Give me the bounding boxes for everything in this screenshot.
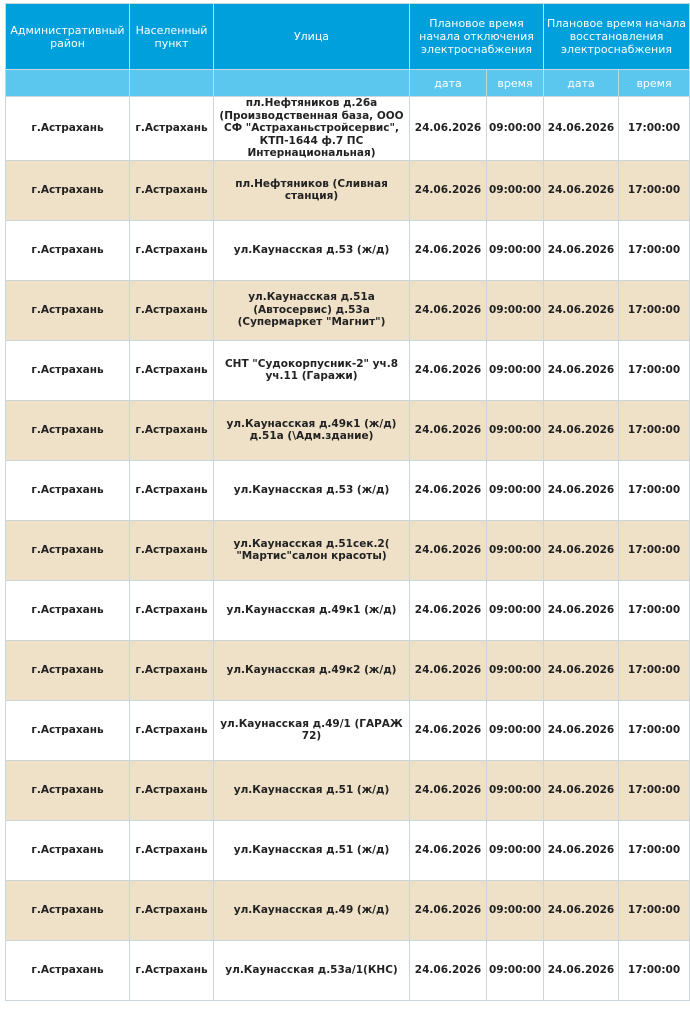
table-row (6, 880, 690, 940)
cell-off-date: 24.06.2026 (410, 940, 487, 1000)
cell-locality: г.Астрахань (130, 640, 214, 700)
cell-off-time: 09:00:00 (487, 640, 544, 700)
cell-on-date: 24.06.2026 (544, 400, 619, 460)
cell-locality: г.Астрахань (130, 280, 214, 340)
table-row (6, 820, 690, 880)
cell-district: г.Астрахань (6, 280, 130, 340)
cell-street: СНТ "Судокорпусник-2" уч.8 уч.11 (Гаражи) (214, 340, 410, 400)
cell-off-date: 24.06.2026 (410, 700, 487, 760)
table-row (6, 760, 690, 820)
cell-district: г.Астрахань (6, 880, 130, 940)
cell-street: ул.Каунасская д.49 (ж/д) (214, 880, 410, 940)
cell-locality: г.Астрахань (130, 580, 214, 640)
cell-off-date: 24.06.2026 (410, 400, 487, 460)
table-row (6, 400, 690, 460)
subheader-off-date: дата (410, 70, 487, 97)
cell-off-date: 24.06.2026 (410, 97, 487, 161)
cell-on-date: 24.06.2026 (544, 340, 619, 400)
cell-district: г.Астрахань (6, 760, 130, 820)
subheader-empty (6, 70, 130, 97)
cell-district: г.Астрахань (6, 400, 130, 460)
subheader-empty (214, 70, 410, 97)
cell-street: пл.Нефтяников (Сливная станция) (214, 160, 410, 220)
cell-district: г.Астрахань (6, 220, 130, 280)
cell-street: ул.Каунасская д.49к1 (ж/д) (214, 580, 410, 640)
cell-street: ул.Каунасская д.53 (ж/д) (214, 460, 410, 520)
cell-off-time: 09:00:00 (487, 160, 544, 220)
cell-off-time: 09:00:00 (487, 940, 544, 1000)
cell-on-time: 17:00:00 (619, 940, 690, 1000)
cell-off-date: 24.06.2026 (410, 640, 487, 700)
cell-on-date: 24.06.2026 (544, 580, 619, 640)
cell-locality: г.Астрахань (130, 160, 214, 220)
cell-off-time: 09:00:00 (487, 700, 544, 760)
cell-street: ул.Каунасская д.51а (Автосервис) д.53а (Супермаркет "Магнит") (214, 280, 410, 340)
cell-on-time: 17:00:00 (619, 160, 690, 220)
table-row (6, 940, 690, 1000)
cell-on-date: 24.06.2026 (544, 700, 619, 760)
cell-on-date: 24.06.2026 (544, 880, 619, 940)
cell-off-date: 24.06.2026 (410, 340, 487, 400)
subheader-on-time: время (619, 70, 690, 97)
cell-district: г.Астрахань (6, 460, 130, 520)
cell-street: ул.Каунасская д.53 (ж/д) (214, 220, 410, 280)
cell-on-date: 24.06.2026 (544, 220, 619, 280)
table-row (6, 280, 690, 340)
cell-off-time: 09:00:00 (487, 580, 544, 640)
cell-on-time: 17:00:00 (619, 400, 690, 460)
cell-off-time: 09:00:00 (487, 220, 544, 280)
cell-off-date: 24.06.2026 (410, 760, 487, 820)
cell-street: ул.Каунасская д.53а/1(КНС) (214, 940, 410, 1000)
cell-street: ул.Каунасская д.51 (ж/д) (214, 760, 410, 820)
cell-on-time: 17:00:00 (619, 760, 690, 820)
table-row (6, 640, 690, 700)
cell-off-date: 24.06.2026 (410, 280, 487, 340)
cell-off-time: 09:00:00 (487, 400, 544, 460)
cell-off-time: 09:00:00 (487, 820, 544, 880)
cell-locality: г.Астрахань (130, 460, 214, 520)
cell-off-time: 09:00:00 (487, 880, 544, 940)
cell-locality: г.Астрахань (130, 340, 214, 400)
table-row (6, 97, 690, 161)
cell-on-date: 24.06.2026 (544, 640, 619, 700)
cell-on-time: 17:00:00 (619, 460, 690, 520)
cell-on-time: 17:00:00 (619, 580, 690, 640)
cell-locality: г.Астрахань (130, 760, 214, 820)
table-row (6, 520, 690, 580)
cell-on-time: 17:00:00 (619, 700, 690, 760)
cell-off-date: 24.06.2026 (410, 220, 487, 280)
cell-on-time: 17:00:00 (619, 520, 690, 580)
cell-on-date: 24.06.2026 (544, 160, 619, 220)
cell-locality: г.Астрахань (130, 880, 214, 940)
cell-on-date: 24.06.2026 (544, 520, 619, 580)
table-row (6, 460, 690, 520)
cell-street: ул.Каунасская д.51 (ж/д) (214, 820, 410, 880)
cell-district: г.Астрахань (6, 340, 130, 400)
table-row (6, 220, 690, 280)
cell-on-date: 24.06.2026 (544, 460, 619, 520)
cell-off-date: 24.06.2026 (410, 820, 487, 880)
header-outage-start: Плановое время начала отключения электроснабжения (410, 4, 544, 70)
cell-district: г.Астрахань (6, 520, 130, 580)
cell-off-date: 24.06.2026 (410, 880, 487, 940)
cell-off-time: 09:00:00 (487, 280, 544, 340)
cell-on-date: 24.06.2026 (544, 760, 619, 820)
cell-street: ул.Каунасская д.49к1 (ж/д) д.51а (\Адм.здание) (214, 400, 410, 460)
table-row (6, 160, 690, 220)
cell-on-time: 17:00:00 (619, 880, 690, 940)
cell-on-time: 17:00:00 (619, 97, 690, 161)
cell-off-date: 24.06.2026 (410, 520, 487, 580)
cell-street: ул.Каунасская д.49/1 (ГАРАЖ 72) (214, 700, 410, 760)
cell-off-time: 09:00:00 (487, 97, 544, 161)
table-row (6, 340, 690, 400)
cell-district: г.Астрахань (6, 160, 130, 220)
cell-district: г.Астрахань (6, 97, 130, 161)
cell-street: пл.Нефтяников д.26а (Производственная база, ООО СФ "Астраханьстройсервис", КТП-1644 ф.7 ПС Интернациональная) (214, 97, 410, 161)
cell-district: г.Астрахань (6, 700, 130, 760)
cell-locality: г.Астрахань (130, 940, 214, 1000)
cell-off-time: 09:00:00 (487, 340, 544, 400)
cell-district: г.Астрахань (6, 640, 130, 700)
cell-district: г.Астрахань (6, 580, 130, 640)
cell-on-time: 17:00:00 (619, 220, 690, 280)
cell-off-date: 24.06.2026 (410, 460, 487, 520)
cell-off-time: 09:00:00 (487, 460, 544, 520)
subheader-empty (130, 70, 214, 97)
subheader-off-time: время (487, 70, 544, 97)
table-body (6, 97, 690, 1001)
cell-on-date: 24.06.2026 (544, 97, 619, 161)
cell-locality: г.Астрахань (130, 700, 214, 760)
cell-on-date: 24.06.2026 (544, 940, 619, 1000)
header-district: Административный район (6, 4, 130, 70)
subheader-row (6, 70, 690, 97)
cell-locality: г.Астрахань (130, 97, 214, 161)
cell-on-time: 17:00:00 (619, 820, 690, 880)
cell-locality: г.Астрахань (130, 520, 214, 580)
cell-off-time: 09:00:00 (487, 520, 544, 580)
cell-on-time: 17:00:00 (619, 280, 690, 340)
cell-locality: г.Астрахань (130, 220, 214, 280)
cell-street: ул.Каунасская д.51сек.2( "Мартис"салон красоты) (214, 520, 410, 580)
cell-locality: г.Астрахань (130, 400, 214, 460)
subheader-on-date: дата (544, 70, 619, 97)
cell-on-time: 17:00:00 (619, 640, 690, 700)
header-locality: Населенный пункт (130, 4, 214, 70)
outage-schedule-table (5, 3, 690, 1001)
table-row (6, 580, 690, 640)
table-header (6, 4, 690, 97)
cell-street: ул.Каунасская д.49к2 (ж/д) (214, 640, 410, 700)
cell-district: г.Астрахань (6, 820, 130, 880)
cell-on-time: 17:00:00 (619, 340, 690, 400)
table-row (6, 700, 690, 760)
cell-off-date: 24.06.2026 (410, 580, 487, 640)
cell-off-time: 09:00:00 (487, 760, 544, 820)
cell-on-date: 24.06.2026 (544, 280, 619, 340)
cell-district: г.Астрахань (6, 940, 130, 1000)
header-street: Улица (214, 4, 410, 70)
header-restore-start: Плановое время начала восстановления электроснабжения (544, 4, 690, 70)
cell-off-date: 24.06.2026 (410, 160, 487, 220)
cell-locality: г.Астрахань (130, 820, 214, 880)
cell-on-date: 24.06.2026 (544, 820, 619, 880)
header-row (6, 4, 690, 70)
